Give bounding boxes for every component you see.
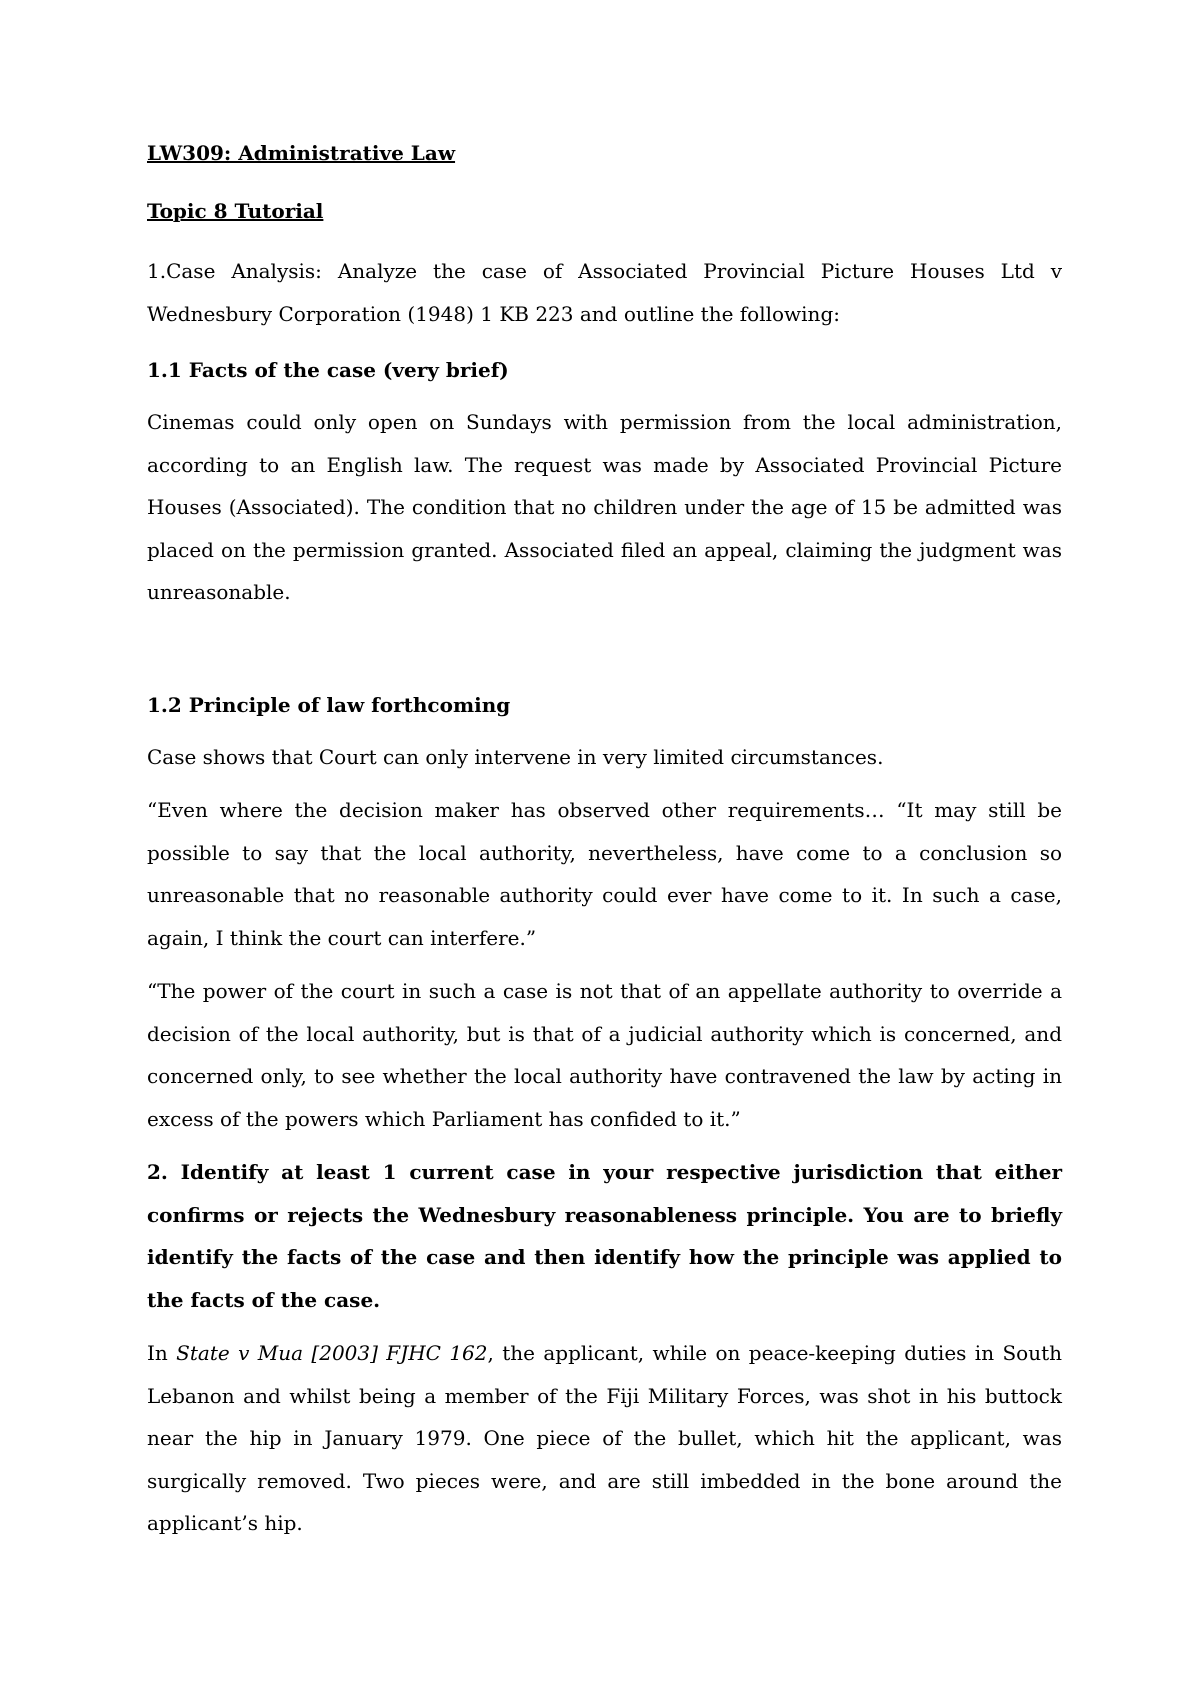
section-1-2-heading: 1.2 Principle of law forthcoming xyxy=(147,692,511,717)
section-1-2-quote-2: “The power of the court in such a case is not that of an appellate authority to override a decision of the local authority, but is that of a judicial authority which is concerned, and concerned only, to see whether the local authority have contravened the law by acting in excess of the powers which Parliament has confided to it.” xyxy=(147,979,1062,1131)
document-subtitle: Topic 8 Tutorial xyxy=(147,199,324,223)
case-citation: State v Mua [2003] FJHC 162 xyxy=(176,1341,488,1365)
question-2-answer xyxy=(147,1332,1062,1545)
section-1-1-body: Cinemas could only open on Sundays with permission from the local administration, according to an English law. The request was made by Associated Provincial Picture Houses (Associated). The condition that no children under the age of 15 be admitted was placed on the permission granted. Associated filed an appeal, claiming the judgment was unreasonable. xyxy=(147,410,1062,604)
section-1-2-quote-1: “Even where the decision maker has observed other requirements… “It may still be possible to say that the local authority, nevertheless, have come to a conclusion so unreasonable that no reasonable authority could ever have come to it. In such a case, again, I think the court can interfere.” xyxy=(147,798,1062,950)
section-1-1-heading: 1.1 Facts of the case (very brief) xyxy=(147,358,509,382)
question-1-text: 1.Case Analysis: Analyze the case of Associated Provincial Picture Houses Ltd v Wednesbury Corporation (1948) 1 KB 223 and outline the following: xyxy=(147,259,1062,326)
answer-body: , the applicant, while on peace-keeping duties in South Lebanon and whilst being a member of the Fiji Military Forces, was shot in his buttock near the hip in January 1979. One piece of the bullet, which hit the applicant, was surgically removed. Two pieces were, and are still imbedded in the bone around the applicant’s hip. xyxy=(147,1341,1063,1535)
section-1-2-intro: Case shows that Court can only intervene in very limited circumstances. xyxy=(147,744,884,769)
document-page xyxy=(147,140,1062,1545)
question-2-text: 2. Identify at least 1 current case in your respective jurisdiction that either confirms or rejects the Wednesbury reasonableness principle. You are to briefly identify the facts of the case and then identify how the principle was applied to the facts of the case. xyxy=(147,1160,1062,1312)
answer-prefix: In xyxy=(147,1341,177,1365)
document-title: LW309: Administrative Law xyxy=(147,141,456,165)
